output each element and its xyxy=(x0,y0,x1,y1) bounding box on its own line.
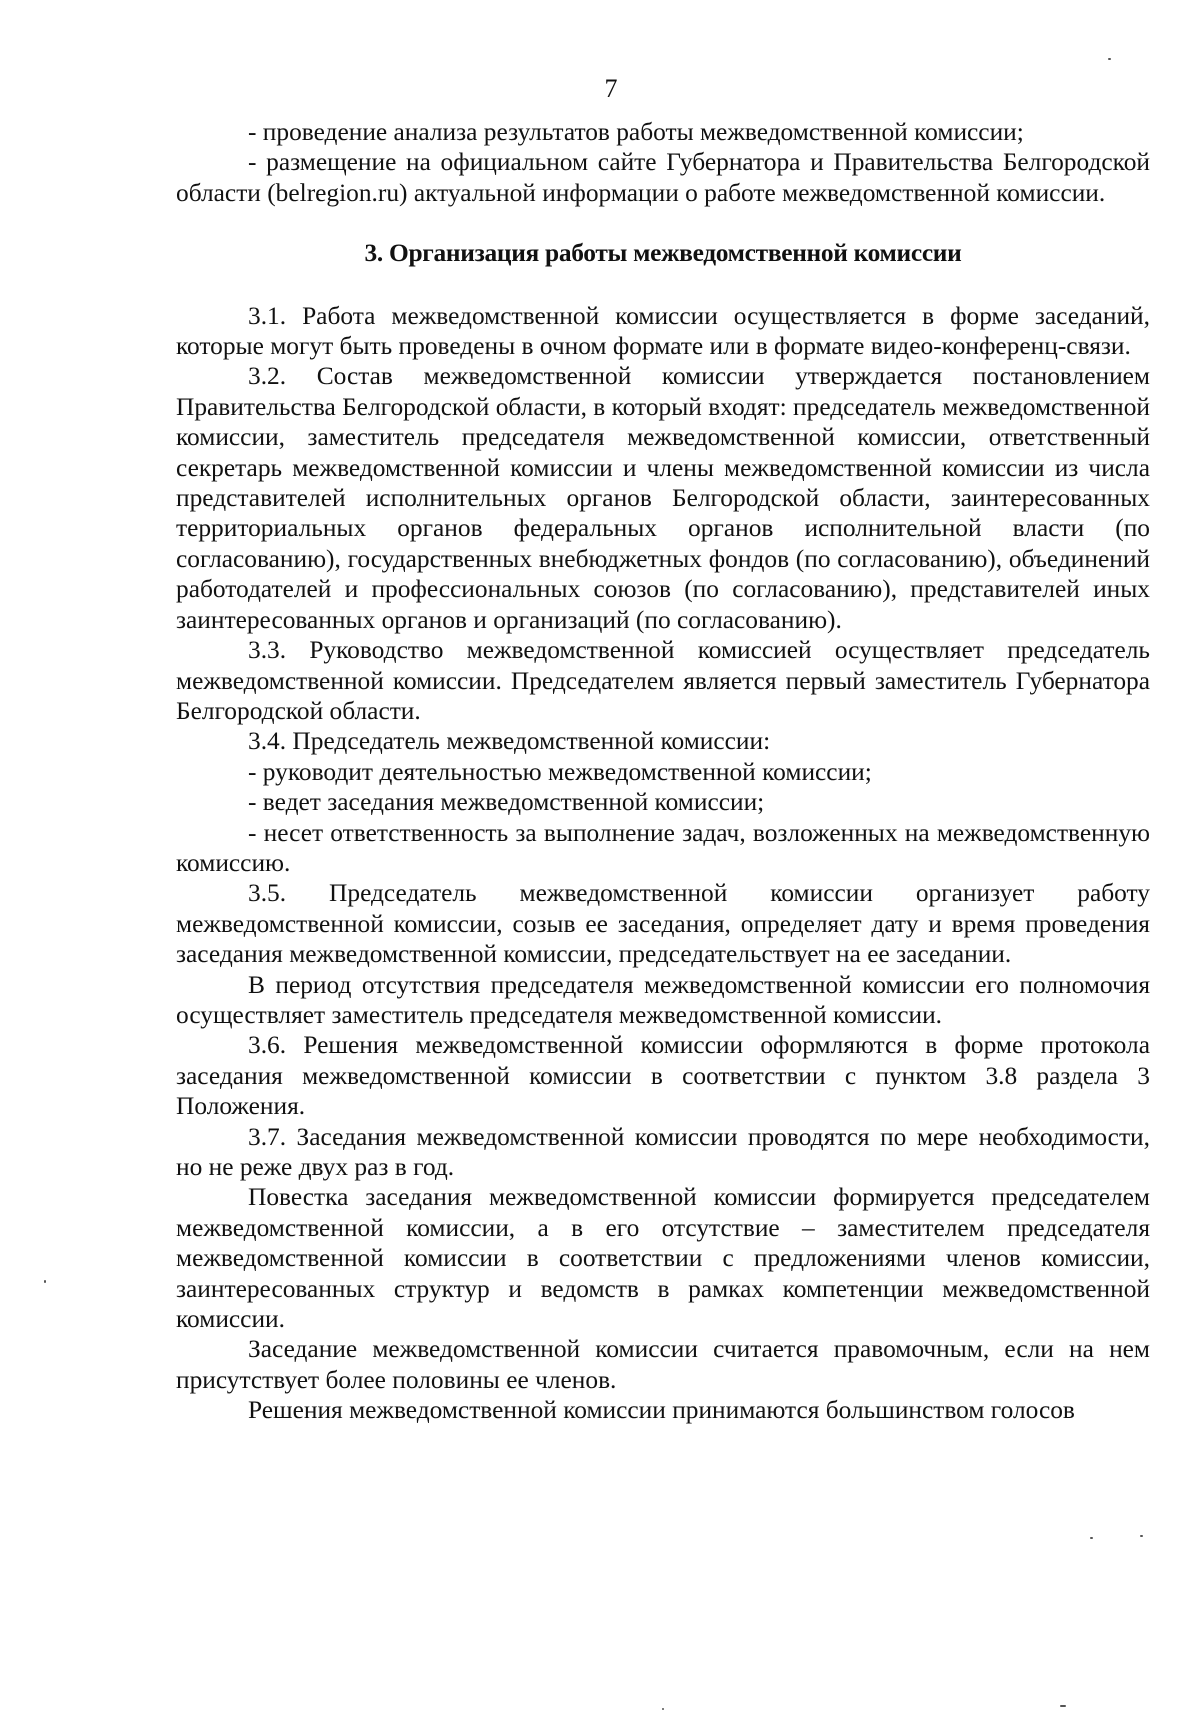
scan-speck xyxy=(1060,1705,1066,1707)
section-heading: 3. Организация работы межведомственной комиссии xyxy=(364,239,962,268)
paragraph-3-4: 3.4. Председатель межведомственной комиссии: xyxy=(248,727,771,756)
scan-speck xyxy=(1140,1535,1143,1537)
scan-speck xyxy=(1108,58,1111,60)
list-item-responsibility: - несет ответственность за выполнение задач, возложенных на межведомственную комиссию. xyxy=(176,818,1150,877)
scan-speck xyxy=(1090,1537,1093,1539)
list-item-lead: - руководит деятельностью межведомственной комиссии; xyxy=(248,757,872,786)
page-number: 7 xyxy=(604,74,618,103)
paragraph-3-7: 3.7. Заседания межведомственной комиссии проводятся по мере необходимости, но не реже двух раз в год. xyxy=(176,1122,1150,1181)
paragraph-3-1: 3.1. Работа межведомственной комиссии осуществляется в форме заседаний, которые могут быть проведены в очном формате или в формате видео-конференц-связи. xyxy=(176,301,1150,361)
list-item-meetings: - ведет заседания межведомственной комиссии; xyxy=(248,788,765,817)
paragraph-3-2: 3.2. Состав межведомственной комиссии утверждается постановлением Правительства Белгородской области, в который входят: председатель межведомственной комиссии, заместитель председателя межведомственной комиссии, ответственный секретарь межведомственной комиссии и члены межведомственной комиссии из числа представителей исполнительных органов Белгородской области, заинтересованных территориальных органов федеральных органов исполнительной власти (по согласованию), государственных внебюджетных фондов (по согласованию), объединений работодателей и профессиональных союзов (по согласованию), представителей иных заинтересованных органов и организаций (по согласованию). xyxy=(176,362,1150,634)
paragraph-3-6: 3.6. Решения межведомственной комиссии оформляются в форме протокола заседания межведомственной комиссии в соответствии с пунктом 3.8 раздела 3 Положения. xyxy=(176,1031,1150,1121)
intro-paragraph-1: - проведение анализа результатов работы межведомственной комиссии; xyxy=(248,118,1024,146)
scan-speck xyxy=(44,1280,46,1283)
paragraph-quorum: Заседание межведомственной комиссии считается правомочным, если на нем присутствует более половины ее членов. xyxy=(176,1335,1150,1394)
paragraph-3-3: 3.3. Руководство межведомственной комиссией осуществляет председатель межведомственной комиссии. Председателем является первый заместитель Губернатора Белгородской области. xyxy=(176,636,1150,725)
paragraph-absence: В период отсутствия председателя межведомственной комиссии его полномочия осуществляет заместитель председателя межведомственной комиссии. xyxy=(176,970,1150,1029)
document-body xyxy=(176,117,1150,1426)
paragraph-decisions: Решения межведомственной комиссии принимаются большинством голосов xyxy=(248,1396,1075,1425)
intro-paragraph-2: - размещение на официальном сайте Губернатора и Правительства Белгородской области (belregion.ru) актуальной информации о работе межведомственной комиссии. xyxy=(176,148,1150,207)
scan-speck xyxy=(662,1708,664,1710)
paragraph-agenda: Повестка заседания межведомственной комиссии формируется председателем межведомственной комиссии, а в его отсутствие – заместителем председателя межведомственной комиссии в соответствии с предложениями членов комиссии, заинтересованных структур и ведомств в рамках компетенции межведомственной комиссии. xyxy=(176,1183,1150,1334)
paragraph-3-5: 3.5. Председатель межведомственной комиссии организует работу межведомственной комиссии, созыв ее заседания, определяет дату и время проведения заседания межведомственной комиссии, председательствует на ее заседании. xyxy=(176,879,1150,969)
